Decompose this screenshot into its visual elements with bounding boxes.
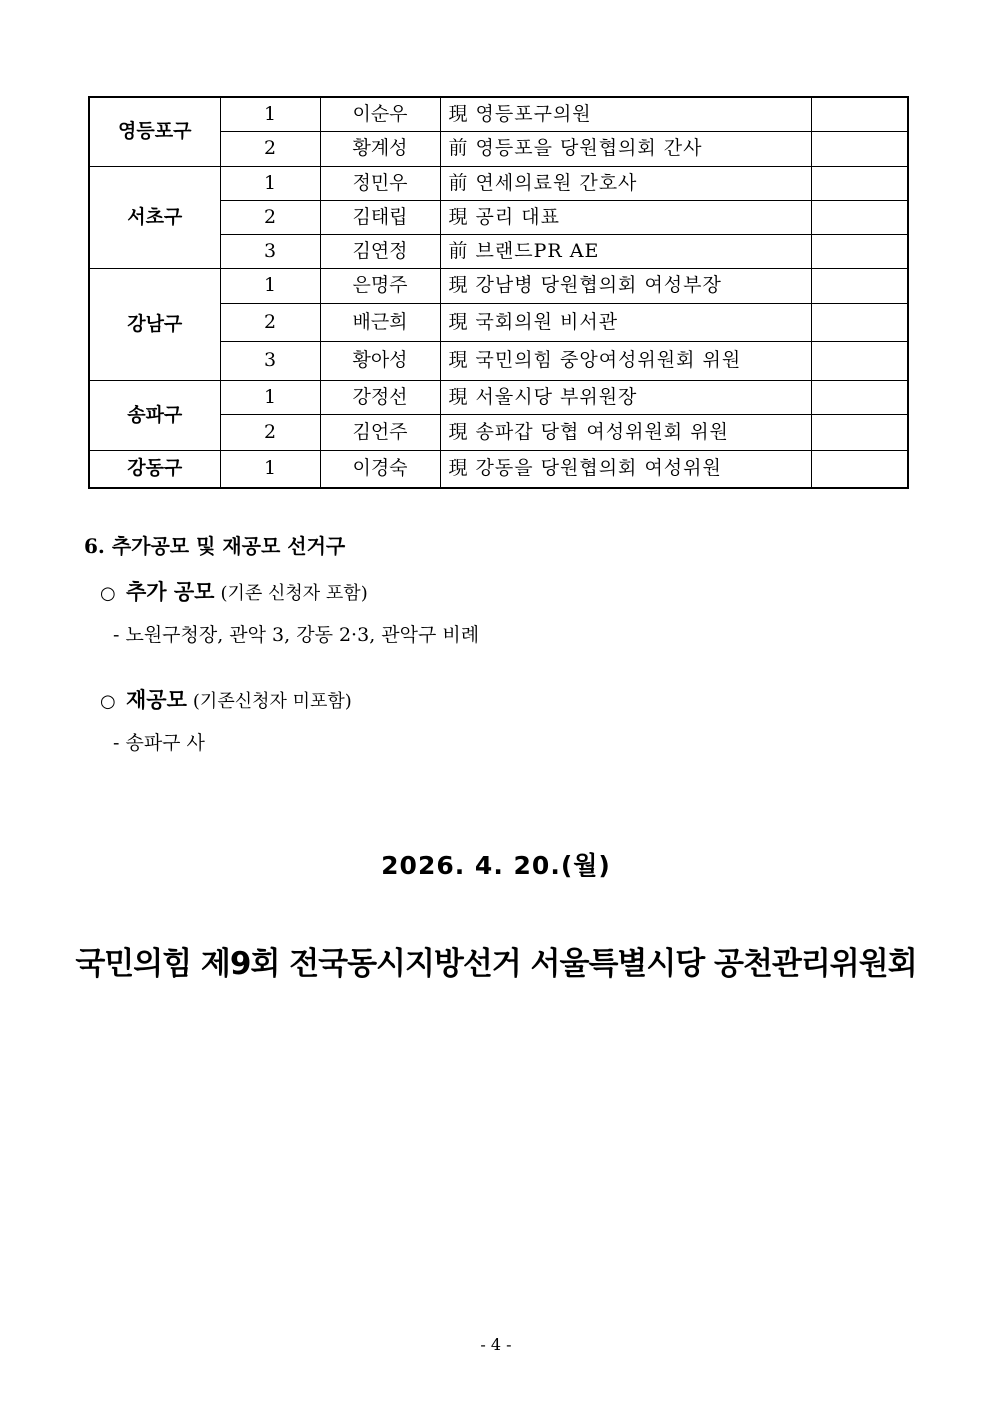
reopen-call-item: - 송파구 사 bbox=[113, 732, 205, 754]
table-row bbox=[89, 380, 908, 414]
district-cell: 강남구 bbox=[89, 268, 220, 380]
candidate-position: 現 영등포구의원 bbox=[440, 97, 811, 131]
order-number: 2 bbox=[220, 200, 320, 234]
order-number: 3 bbox=[220, 234, 320, 268]
additional-call-item: - 노원구청장, 관악 3, 강동 2·3, 관악구 비례 bbox=[113, 624, 480, 646]
note-cell bbox=[811, 268, 908, 303]
candidate-name: 황아성 bbox=[320, 341, 440, 380]
note-cell bbox=[811, 380, 908, 414]
candidate-name: 강정선 bbox=[320, 380, 440, 414]
reopen-call-line bbox=[100, 684, 352, 714]
candidate-name: 은명주 bbox=[320, 268, 440, 303]
candidate-name: 정민우 bbox=[320, 166, 440, 200]
reopen-call-note: (기존신청자 미포함) bbox=[192, 691, 352, 712]
note-cell bbox=[811, 234, 908, 268]
table-row bbox=[89, 450, 908, 488]
page-number: - 4 - bbox=[480, 1335, 512, 1354]
candidate-position: 現 송파갑 당협 여성위원회 위원 bbox=[440, 414, 811, 450]
candidate-name: 김연정 bbox=[320, 234, 440, 268]
order-number: 2 bbox=[220, 414, 320, 450]
district-cell: 서초구 bbox=[89, 166, 220, 268]
note-cell bbox=[811, 450, 908, 488]
candidate-name: 김언주 bbox=[320, 414, 440, 450]
order-number: 1 bbox=[220, 97, 320, 131]
note-cell bbox=[811, 303, 908, 341]
district-cell: 영등포구 bbox=[89, 97, 220, 166]
table-row bbox=[89, 268, 908, 303]
candidate-name: 배근희 bbox=[320, 303, 440, 341]
additional-call-title: 추가 공모 bbox=[126, 579, 215, 604]
candidate-position: 現 서울시당 부위원장 bbox=[440, 380, 811, 414]
document-date: 2026. 4. 20.(월) bbox=[381, 851, 611, 880]
candidate-position: 現 강동을 당원협의회 여성위원 bbox=[440, 450, 811, 488]
order-number: 1 bbox=[220, 268, 320, 303]
candidate-position: 現 공리 대표 bbox=[440, 200, 811, 234]
candidate-name: 황계성 bbox=[320, 131, 440, 166]
section-heading: 6. 추가공모 및 재공모 선거구 bbox=[84, 534, 346, 558]
circle-bullet-icon: ○ bbox=[100, 583, 116, 604]
table-row bbox=[89, 166, 908, 200]
order-number: 2 bbox=[220, 131, 320, 166]
candidate-name: 이순우 bbox=[320, 97, 440, 131]
order-number: 1 bbox=[220, 450, 320, 488]
additional-call-line bbox=[100, 576, 368, 606]
note-cell bbox=[811, 166, 908, 200]
note-cell bbox=[811, 200, 908, 234]
additional-call-note: (기존 신청자 포함) bbox=[220, 583, 368, 604]
candidate-table bbox=[88, 96, 909, 489]
reopen-call-title: 재공모 bbox=[126, 687, 187, 712]
district-cell: 송파구 bbox=[89, 380, 220, 450]
table-row bbox=[89, 97, 908, 131]
circle-bullet-icon: ○ bbox=[100, 691, 116, 712]
note-cell bbox=[811, 341, 908, 380]
candidate-position: 前 브랜드PR AE bbox=[440, 234, 811, 268]
candidate-name: 김태립 bbox=[320, 200, 440, 234]
order-number: 1 bbox=[220, 166, 320, 200]
candidate-position: 現 강남병 당원협의회 여성부장 bbox=[440, 268, 811, 303]
district-cell: 강동구 bbox=[89, 450, 220, 488]
candidate-position: 現 국민의힘 중앙여성위원회 위원 bbox=[440, 341, 811, 380]
note-cell bbox=[811, 414, 908, 450]
order-number: 3 bbox=[220, 341, 320, 380]
candidate-position: 現 국회의원 비서관 bbox=[440, 303, 811, 341]
candidate-position: 前 영등포을 당원협의회 간사 bbox=[440, 131, 811, 166]
candidate-position: 前 연세의료원 간호사 bbox=[440, 166, 811, 200]
note-cell bbox=[811, 131, 908, 166]
order-number: 2 bbox=[220, 303, 320, 341]
issuing-organization: 국민의힘 제9회 전국동시지방선거 서울특별시당 공천관리위원회 bbox=[75, 946, 917, 982]
order-number: 1 bbox=[220, 380, 320, 414]
note-cell bbox=[811, 97, 908, 131]
candidate-name: 이경숙 bbox=[320, 450, 440, 488]
